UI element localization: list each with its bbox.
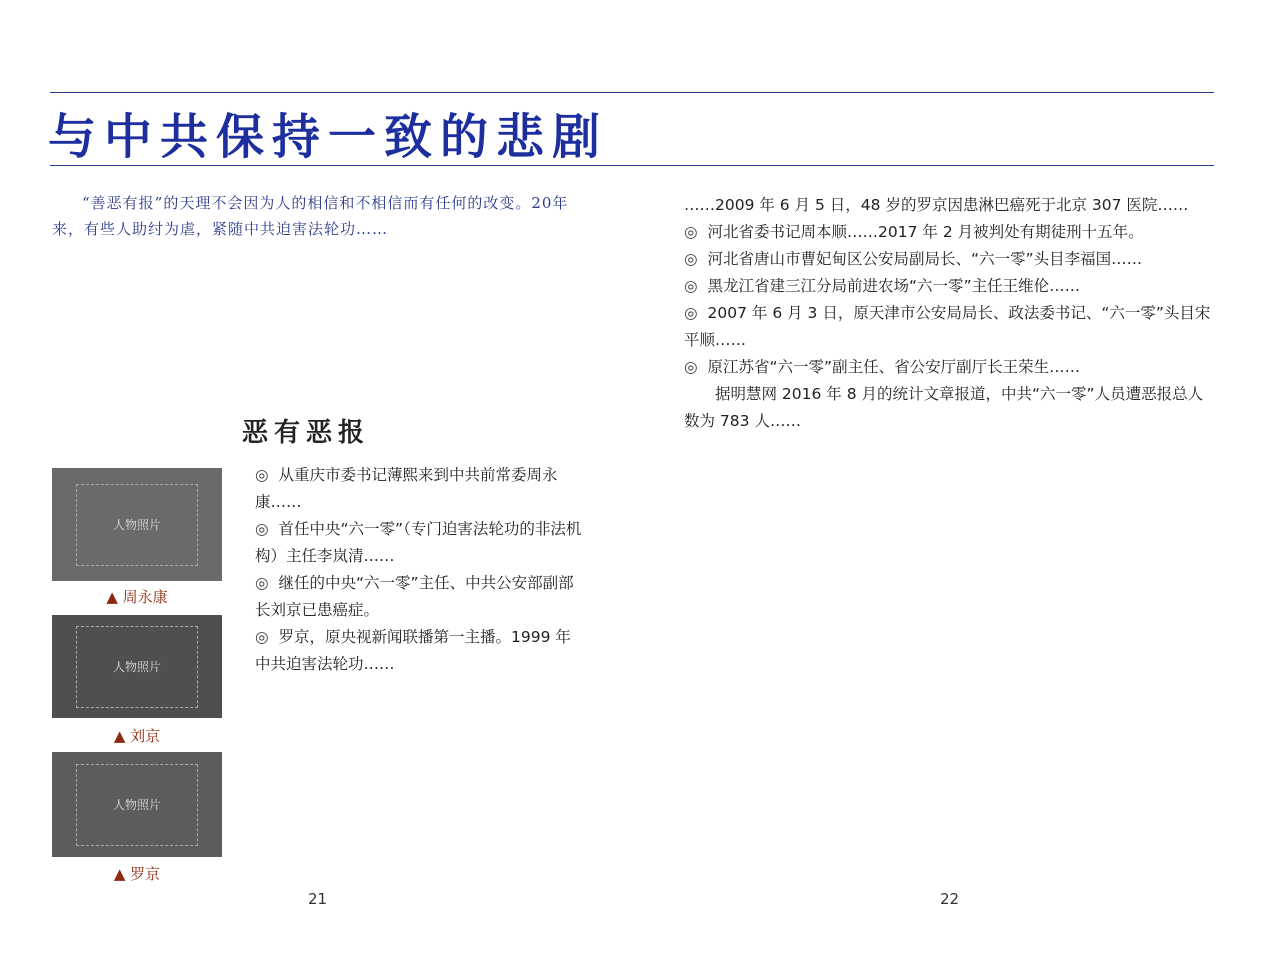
- left-column: [255, 462, 585, 678]
- photo-luo-jing: [52, 752, 222, 857]
- bullet-marker: ◎: [684, 304, 698, 322]
- title-underline: [50, 165, 1214, 166]
- bullet-marker: ◎: [255, 520, 269, 538]
- paragraph-text: 原江苏省“六一零”副主任、省公安厅副厅长王荣生……: [707, 358, 1081, 376]
- bullet-paragraph: [684, 354, 1216, 381]
- page-number-left: 21: [308, 890, 328, 908]
- photo-placeholder: 人物照片: [76, 626, 198, 708]
- photo-caption: ▲ 周永康: [106, 588, 168, 606]
- bullet-marker: ◎: [684, 277, 698, 295]
- closing-paragraph: 据明慧网 2016 年 8 月的统计文章报道，中共“六一零”人员遭恶报总人数为 783 人……: [684, 385, 1204, 430]
- photo-caption: ▲ 罗京: [113, 865, 161, 883]
- photo-zhou-yongkang: [52, 468, 222, 581]
- paragraph-text: 黑龙江省建三江分局前进农场“六一零”主任王维伦……: [707, 277, 1081, 295]
- bullet-marker: ◎: [255, 466, 269, 484]
- paragraph-text: 罗京，原央视新闻联播第一主播。1999 年中共迫害法轮功……: [255, 628, 571, 673]
- bullet-paragraph: [684, 300, 1216, 354]
- top-rule: [50, 92, 1214, 93]
- photo-placeholder: 人物照片: [76, 764, 198, 846]
- paragraph-text: 继任的中央“六一零”主任、中共公安部副部长刘京已患癌症。: [255, 574, 574, 619]
- bullet-paragraph: [255, 462, 585, 516]
- bullet-paragraph: [684, 219, 1216, 246]
- intro-paragraph: “善恶有报”的天理不会因为人的相信和不相信而有任何的改变。20年来，有些人助纣为虐，紧随中共迫害法轮功……: [52, 194, 569, 238]
- photo-placeholder: 人物照片: [76, 484, 198, 566]
- bullet-marker: ◎: [684, 358, 698, 376]
- page-number-right: 22: [940, 890, 960, 908]
- photo-caption: ▲ 刘京: [113, 727, 161, 745]
- continuation-paragraph: ……2009 年 6 月 5 日，48 岁的罗京因患淋巴癌死于北京 307 医院……: [684, 196, 1189, 214]
- paragraph-text: 2007 年 6 月 3 日，原天津市公安局局长、政法委书记、“六一零”头目宋平顺……: [684, 304, 1211, 349]
- bullet-paragraph: [684, 246, 1216, 273]
- paragraph-text: 河北省唐山市曹妃甸区公安局副局长、“六一零”头目李福国……: [707, 250, 1143, 268]
- paragraph-text: 河北省委书记周本顺……2017 年 2 月被判处有期徒刑十五年。: [707, 223, 1144, 241]
- bullet-marker: ◎: [255, 574, 269, 592]
- bullet-marker: ◎: [684, 250, 698, 268]
- bullet-marker: ◎: [684, 223, 698, 241]
- paragraph-text: 从重庆市委书记薄熙来到中共前常委周永康……: [255, 466, 558, 511]
- page-title: 与中共保持一致的悲剧: [48, 109, 609, 165]
- bullet-paragraph: [255, 570, 585, 624]
- paragraph-text: 首任中央“六一零”（专门迫害法轮功的非法机构）主任李岚清……: [255, 520, 582, 565]
- section-title: 恶有恶报: [242, 418, 371, 448]
- bullet-paragraph: [255, 516, 585, 570]
- right-column: [684, 192, 1216, 435]
- bullet-marker: ◎: [255, 628, 269, 646]
- bullet-paragraph: [684, 273, 1216, 300]
- photo-liu-jing: [52, 615, 222, 718]
- bullet-paragraph: [255, 624, 585, 678]
